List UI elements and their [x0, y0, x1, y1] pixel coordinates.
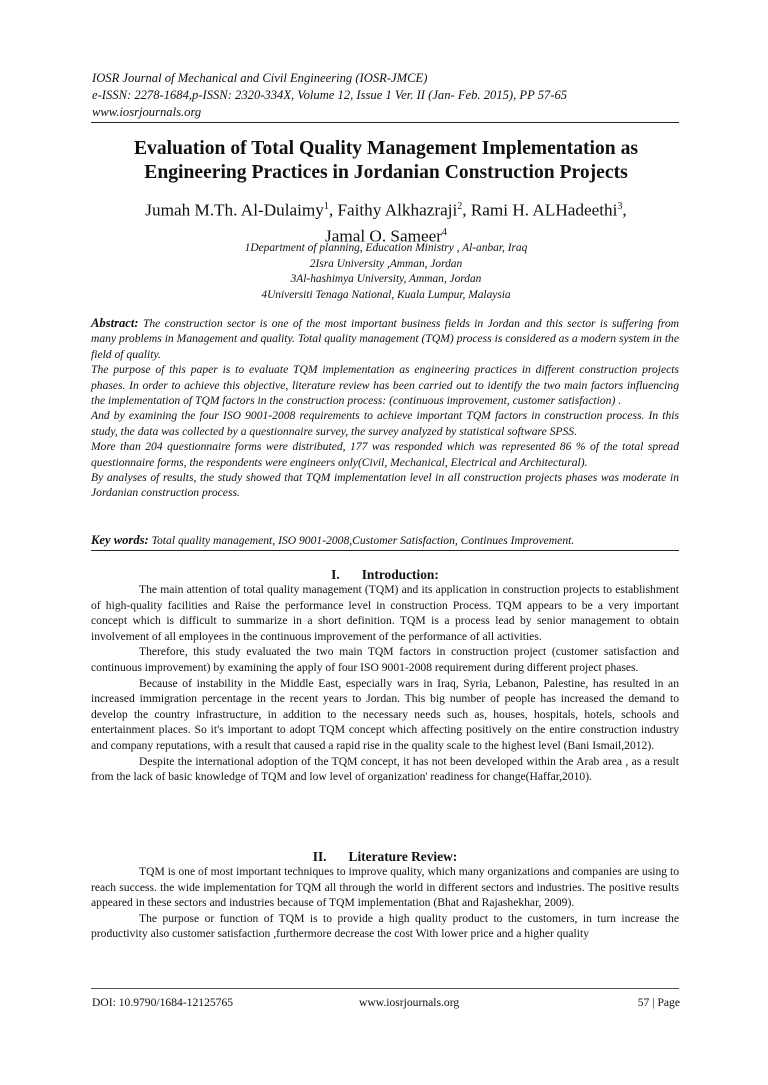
body-paragraph: Because of instability in the Middle East, especially wars in Iraq, Syria, Lebanon, Palestine, has resulted in an increased immigration percentage in the recent years to Jordan. This big number of people has increased the demand to develop the country infrastructure, in addition to the necessary needs such as, houses, hospitals, hotels, schools and entertainment places. So it's important to adopt TQM concept which affecting positively on the entire construction industry and company reputations, with a result that caused a rapid rise in the quality scale to the highest level (Bani Ismail,2012). — [91, 676, 679, 752]
affiliation: 1Department of planning, Education Ministry , Al-anbar, Iraq — [244, 242, 528, 254]
abstract-paragraph: The construction sector is one of the most important business fields in Jordan and this sector is suffering from many problems in Management and quality. Total quality management (TQM) process is considered as a modern system in the field of quality. — [91, 317, 679, 361]
abstract-paragraph: More than 204 questionnaire forms were distributed, 177 was responded which was represented 86 % of the total spread questionnaire forms, the respondents were engineers only(Civil, Mechanical, Electrical and Architectural). — [91, 440, 679, 469]
author-separator: , — [462, 200, 471, 220]
keywords — [91, 533, 679, 548]
affiliation: 4Universiti Tenaga National, Kuala Lumpur, Malaysia — [261, 288, 511, 301]
affiliation: 3Al-hashimya University, Amman, Jordan — [290, 273, 482, 286]
section-heading-introduction — [91, 567, 679, 583]
journal-header — [92, 70, 692, 121]
abstract-paragraph: And by examining the four ISO 9001-2008 requirements to achieve important TQM factors in construction process. In this study, the data was collected by a questionnaire survey, the survey analyzed by statistical software SPSS. — [91, 409, 679, 438]
author-affil-mark: 3 — [617, 201, 623, 212]
footer-website[interactable]: www.iosrjournals.org — [359, 996, 460, 1009]
author-name: Faithy Alkhazraji — [337, 200, 458, 220]
author-name: Rami H. ALHadeethi — [470, 200, 618, 220]
body-paragraph: The purpose or function of TQM is to provide a high quality product to the customers, in turn increase the productivity also customer satisfaction ,furthermore decrease the cost With lower price and a higher quality — [91, 911, 679, 941]
section-number: I. — [331, 567, 340, 582]
author-affil-mark: 4 — [441, 226, 447, 238]
abstract — [91, 316, 679, 501]
section-title: Introduction: — [361, 567, 439, 582]
affiliation: 2Isra University ,Amman, Jordan — [309, 257, 463, 270]
journal-name: IOSR Journal of Mechanical and Civil Engineering (IOSR-JMCE) — [92, 71, 428, 85]
journal-issn: e-ISSN: 2278-1684,p-ISSN: 2320-334X, Volume 12, Issue 1 Ver. II (Jan- Feb. 2015), PP 57-65 — [92, 88, 568, 102]
keywords-text: Total quality management, ISO 9001-2008,Customer Satisfaction, Continues Improvement. — [151, 534, 575, 547]
author-list — [92, 196, 680, 247]
footer-page-number: 57 | Page — [637, 996, 680, 1009]
body-paragraph: The main attention of total quality management (TQM) and its application in construction projects to establishment of high-quality facilities and Raise the performance level in construction Process. TQM appears to be a very important concept which is difficult to summarize in a short definition. TQM is a process lead by senior management to obtain involvement of all employees in the continuous improvement of the performance of all activities. — [91, 583, 679, 643]
affiliations — [92, 241, 680, 303]
footer-divider — [91, 988, 679, 989]
journal-website[interactable]: www.iosrjournals.org — [92, 105, 202, 119]
header-divider — [91, 122, 679, 123]
section-number: II. — [312, 849, 327, 864]
body-paragraph: Therefore, this study evaluated the two main TQM factors in construction project (customer satisfaction and continuous improvement) by examining the apply of four ISO 9001-2008 requirement during different project phases. — [91, 645, 679, 674]
abstract-paragraph: The purpose of this paper is to evaluate TQM implementation as engineering practices in different construction projects phases. In order to achieve this objective, literature review has been carried out to identify the two main factors influencing the implementation of TQM factors in the construction process: (continuous improvement, customer satisfaction) . — [91, 363, 679, 408]
section-heading-literature-review — [91, 849, 679, 865]
keywords-label: Key words: — [91, 533, 149, 547]
body-paragraph: TQM is one of most important techniques to improve quality, which many organizations and companies are using to reach success. the wide implementation for TQM all through the world in different sectors and industries. The positive results appeared in these sectors and industries because of TQM implementation (Bhat and Rajashekhar, 2009). — [91, 865, 679, 910]
literature-review-body — [91, 864, 679, 942]
footer-doi: DOI: 10.9790/1684-12125765 — [92, 996, 234, 1009]
author-separator: , — [622, 200, 627, 220]
author-affil-mark: 2 — [457, 201, 463, 212]
author-name: Jamal O. Sameer — [325, 226, 442, 246]
abstract-paragraph: By analyses of results, the study showed that TQM implementation level in all construction projects phases was moderate in Jordanian construction process. — [91, 471, 679, 500]
author-separator: , — [328, 200, 338, 220]
abstract-label: Abstract: — [91, 316, 139, 330]
body-paragraph: Despite the international adoption of the TQM concept, it has not been developed within the Arab area , as a result from the lack of basic knowledge of TQM and low level of organization' readiness for change(Haffar,2010). — [91, 754, 679, 784]
title-line-2: Engineering Practices in Jordanian Construction Projects — [144, 162, 628, 183]
author-affil-mark: 1 — [323, 201, 329, 212]
title-line-1: Evaluation of Total Quality Management Implementation as — [133, 138, 639, 159]
paper-title — [92, 137, 680, 185]
author-name: Jumah M.Th. Al-Dulaimy — [145, 200, 324, 220]
section-title: Literature Review: — [348, 849, 458, 864]
introduction-body — [91, 582, 679, 785]
keywords-divider — [91, 550, 679, 551]
